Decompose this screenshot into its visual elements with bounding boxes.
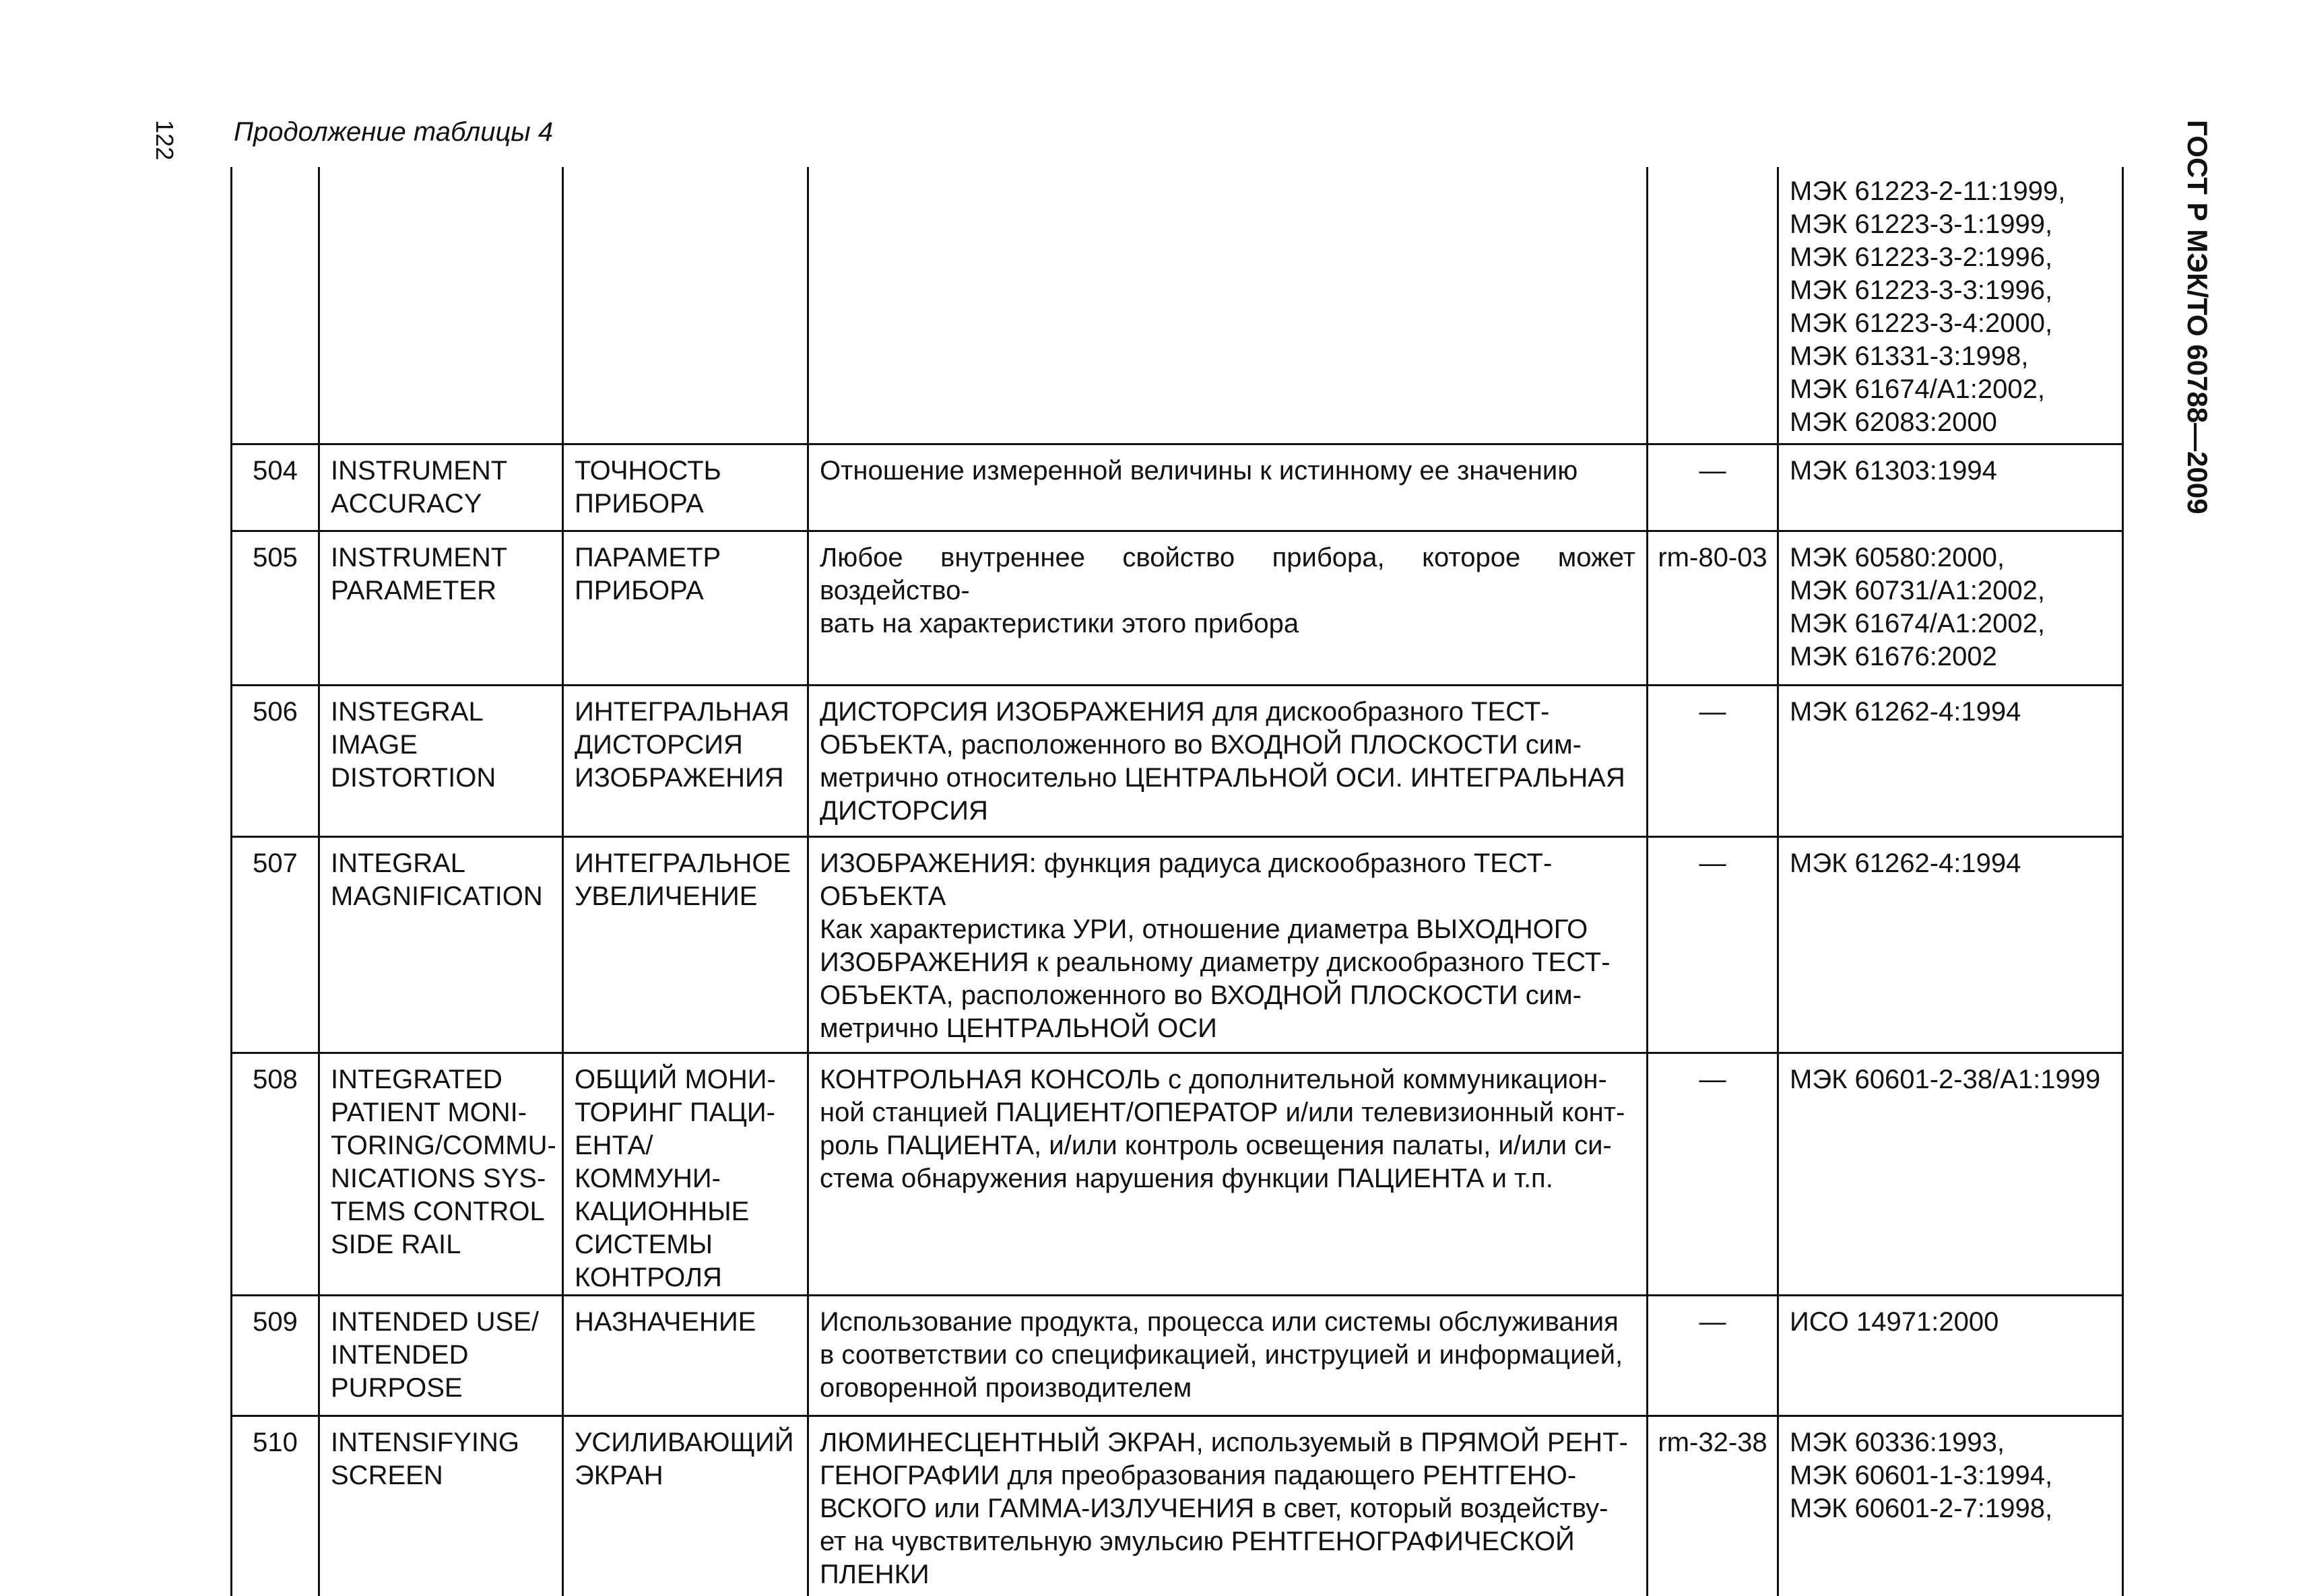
text-line: СИСТЕМЫ xyxy=(575,1228,796,1261)
standard-ref: МЭК 60731/А1:2002, xyxy=(1790,574,2111,607)
text-line: TORING/COMMU- xyxy=(331,1129,551,1162)
text-line: ет на чувствительную эмульсию РЕНТГЕНОГРАФИЧЕСКОЙ xyxy=(820,1525,1635,1558)
text-line: метрично ЦЕНТРАЛЬНОЙ ОСИ xyxy=(820,1012,1635,1045)
text-line: INTENDED xyxy=(331,1339,551,1372)
term-en-cell xyxy=(319,1416,563,1596)
standard-ref: МЭК 60601-2-38/А1:1999 xyxy=(1790,1063,2111,1096)
standards-cell xyxy=(1778,837,2123,1053)
text-line: Отношение измеренной величины к истинному ее значению xyxy=(820,455,1635,488)
text-line: ACCURACY xyxy=(331,488,551,521)
standard-ref: МЭК 60580:2000, xyxy=(1790,541,2111,574)
term-en-cell xyxy=(319,837,563,1053)
code-cell: rm-32-38 xyxy=(1648,1416,1778,1596)
text-line: INSTRUMENT xyxy=(331,541,551,574)
num-cell: 510 xyxy=(232,1416,319,1596)
text-line: ПАРАМЕТР xyxy=(575,541,796,574)
text-line: УСИЛИВАЮЩИЙ xyxy=(575,1426,796,1459)
text-line: ЕНТА/КОММУНИ- xyxy=(575,1129,796,1195)
text-line: НАЗНАЧЕНИЕ xyxy=(575,1306,796,1339)
text-line: Использование продукта, процесса или системы обслуживания xyxy=(820,1306,1635,1339)
num-cell: 505 xyxy=(232,531,319,686)
text-line: NICATIONS SYS- xyxy=(331,1162,551,1195)
text-line: ТОЧНОСТЬ xyxy=(575,455,796,488)
table-border-tail xyxy=(230,1465,232,1492)
text-line: SCREEN xyxy=(331,1459,551,1492)
text-line: TEMS CONTROL xyxy=(331,1195,551,1228)
standard-ref: МЭК 61223-3-2:1996, xyxy=(1790,241,2111,274)
num-cell: 506 xyxy=(232,686,319,837)
text-line: PATIENT MONI- xyxy=(331,1096,551,1129)
text-line: ИНТЕГРАЛЬНОЕ xyxy=(575,847,796,880)
text-line: INSTEGRAL xyxy=(331,696,551,729)
term-en-cell xyxy=(319,531,563,686)
standard-ref: МЭК 61223-3-3:1996, xyxy=(1790,274,2111,307)
text-line: вать на характеристики этого прибора xyxy=(820,607,1635,640)
table-body xyxy=(232,167,2123,1596)
text-line: INTEGRATED xyxy=(331,1063,551,1096)
standard-ref: МЭК 61262-4:1994 xyxy=(1790,696,2111,729)
standard-ref: МЭК 61223-3-4:2000, xyxy=(1790,307,2111,340)
text-line: PARAMETER xyxy=(331,574,551,607)
standard-ref: ИСО 14971:2000 xyxy=(1790,1306,2111,1339)
text-line: ОБЪЕКТА, расположенного во ВХОДНОЙ ПЛОСКОСТИ сим- xyxy=(820,979,1635,1012)
text-line: метрично относительно ЦЕНТРАЛЬНОЙ ОСИ. ИНТЕГРАЛЬНАЯ xyxy=(820,762,1635,795)
term-en-cell xyxy=(319,686,563,837)
text-line: PURPOSE xyxy=(331,1372,551,1405)
text-line: в соответствии со спецификацией, инструцией и информацией, xyxy=(820,1339,1635,1372)
term-ru-cell xyxy=(563,686,808,837)
text-line: УВЕЛИЧЕНИЕ xyxy=(575,880,796,913)
standard-ref: МЭК 61262-4:1994 xyxy=(1790,847,2111,880)
text-line: роль ПАЦИЕНТА, и/или контроль освещения палаты, и/или си- xyxy=(820,1129,1635,1162)
text-line: MAGNIFICATION xyxy=(331,880,551,913)
text-line: ИЗОБРАЖЕНИЯ xyxy=(575,762,796,795)
standards-cell xyxy=(1778,1416,2123,1596)
term-ru-cell xyxy=(563,444,808,531)
standard-ref: МЭК 61223-2-11:1999, xyxy=(1790,175,2111,208)
page-number: 122 xyxy=(152,120,176,160)
definition-cell xyxy=(808,531,1648,686)
text-line: стема обнаружения нарушения функции ПАЦИЕНТА и т.п. xyxy=(820,1162,1635,1195)
text-line: ИЗОБРАЖЕНИЯ к реальному диаметру дискообразного ТЕСТ- xyxy=(820,946,1635,979)
standard-ref: МЭК 61331-3:1998, xyxy=(1790,340,2111,373)
terms-table xyxy=(230,167,2124,1596)
standards-cell xyxy=(1778,444,2123,531)
definition-cell xyxy=(808,444,1648,531)
table-row xyxy=(232,1296,2123,1416)
term-en-cell xyxy=(319,1296,563,1416)
code-cell: rm-80-03 xyxy=(1648,531,1778,686)
code-cell: — xyxy=(1648,686,1778,837)
standards-cell xyxy=(1778,686,2123,837)
code-cell: — xyxy=(1648,837,1778,1053)
table-row xyxy=(232,686,2123,837)
definition-cell xyxy=(808,686,1648,837)
standards-cell xyxy=(1778,1053,2123,1296)
term-en-cell xyxy=(319,167,563,444)
text-line: Как характеристика УРИ, отношение диаметра ВЫХОДНОГО xyxy=(820,913,1635,946)
text-line: ПРИБОРА xyxy=(575,574,796,607)
term-ru-cell xyxy=(563,1416,808,1596)
text-line: INSTRUMENT xyxy=(331,455,551,488)
text-line: КОНТРОЛЬНАЯ КОНСОЛЬ с дополнительной коммуникацион- xyxy=(820,1063,1635,1096)
text-line: ИЗОБРАЖЕНИЯ: функция радиуса дискообразного ТЕСТ- xyxy=(820,847,1635,880)
text-line: INTEGRAL xyxy=(331,847,551,880)
standard-ref: МЭК 61223-3-1:1999, xyxy=(1790,208,2111,241)
num-cell: 504 xyxy=(232,444,319,531)
text-line: IMAGE xyxy=(331,729,551,762)
text-line: ТОРИНГ ПАЦИ- xyxy=(575,1096,796,1129)
table-row xyxy=(232,1416,2123,1596)
term-ru-cell xyxy=(563,837,808,1053)
num-cell: 508 xyxy=(232,1053,319,1296)
text-line: Любое внутреннее свойство прибора, которое может воздейство- xyxy=(820,541,1635,607)
standard-ref: МЭК 60601-2-7:1998, xyxy=(1790,1492,2111,1525)
term-ru-cell xyxy=(563,1053,808,1296)
text-line: КОНТРОЛЯ xyxy=(575,1261,796,1294)
table-row xyxy=(232,531,2123,686)
text-line: ДИСТОРСИЯ ИЗОБРАЖЕНИЯ для дискообразного ТЕСТ- xyxy=(820,696,1635,729)
text-line: ЭКРАН xyxy=(575,1459,796,1492)
definition-cell xyxy=(808,1296,1648,1416)
table-row xyxy=(232,837,2123,1053)
definition-cell xyxy=(808,837,1648,1053)
text-line: INTENSIFYING xyxy=(331,1426,551,1459)
text-line: ной станцией ПАЦИЕНТ/ОПЕРАТОР и/или телевизионный конт- xyxy=(820,1096,1635,1129)
text-line: ДИСТОРСИЯ xyxy=(575,729,796,762)
text-line: ИНТЕГРАЛЬНАЯ xyxy=(575,696,796,729)
num-cell: 509 xyxy=(232,1296,319,1416)
text-line: ПРИБОРА xyxy=(575,488,796,521)
text-line: ОБЪЕКТА, расположенного во ВХОДНОЙ ПЛОСКОСТИ сим- xyxy=(820,729,1635,762)
definition-cell xyxy=(808,1053,1648,1296)
text-line: ПЛЕНКИ xyxy=(820,1558,1635,1591)
code-cell: — xyxy=(1648,1296,1778,1416)
code-cell xyxy=(1648,167,1778,444)
standard-ref: МЭК 61303:1994 xyxy=(1790,455,2111,488)
definition-cell xyxy=(808,1416,1648,1596)
text-line: ОБЩИЙ МОНИ- xyxy=(575,1063,796,1096)
text-line: ГЕНОГРАФИИ для преобразования падающего РЕНТГЕНО- xyxy=(820,1459,1635,1492)
table-row-continuation xyxy=(232,167,2123,444)
definition-cell xyxy=(808,167,1648,444)
standard-ref: МЭК 60336:1993, xyxy=(1790,1426,2111,1459)
text-line: оговоренной производителем xyxy=(820,1372,1635,1405)
code-cell: — xyxy=(1648,1053,1778,1296)
text-line: ОБЪЕКТА xyxy=(820,880,1635,913)
standards-cell xyxy=(1778,531,2123,686)
text-line: SIDE RAIL xyxy=(331,1228,551,1261)
table-row xyxy=(232,444,2123,531)
term-ru-cell xyxy=(563,167,808,444)
text-line: КАЦИОННЫЕ xyxy=(575,1195,796,1228)
term-ru-cell xyxy=(563,531,808,686)
term-en-cell xyxy=(319,444,563,531)
standards-cell xyxy=(1778,167,2123,444)
num-cell: 507 xyxy=(232,837,319,1053)
table-row xyxy=(232,1053,2123,1296)
term-ru-cell xyxy=(563,1296,808,1416)
text-line: DISTORTION xyxy=(331,762,551,795)
standard-ref: МЭК 61674/А1:2002, xyxy=(1790,607,2111,640)
standards-cell xyxy=(1778,1296,2123,1416)
standard-ref: МЭК 61674/А1:2002, xyxy=(1790,373,2111,406)
standard-ref: МЭК 60601-1-3:1994, xyxy=(1790,1459,2111,1492)
text-line: INTENDED USE/ xyxy=(331,1306,551,1339)
term-en-cell xyxy=(319,1053,563,1296)
standard-ref: МЭК 62083:2000 xyxy=(1790,406,2111,439)
text-line: ЛЮМИНЕСЦЕНТНЫЙ ЭКРАН, используемый в ПРЯМОЙ РЕНТ- xyxy=(820,1426,1635,1459)
standard-ref: МЭК 61676:2002 xyxy=(1790,640,2111,673)
code-cell: — xyxy=(1648,444,1778,531)
document-id: ГОСТ Р МЭК/ТО 60788—2009 xyxy=(2183,120,2211,514)
text-line: ВСКОГО или ГАММА-ИЗЛУЧЕНИЯ в свет, который воздейству- xyxy=(820,1492,1635,1525)
table-caption: Продолжение таблицы 4 xyxy=(234,116,553,148)
num-cell xyxy=(232,167,319,444)
text-line: ДИСТОРСИЯ xyxy=(820,795,1635,828)
